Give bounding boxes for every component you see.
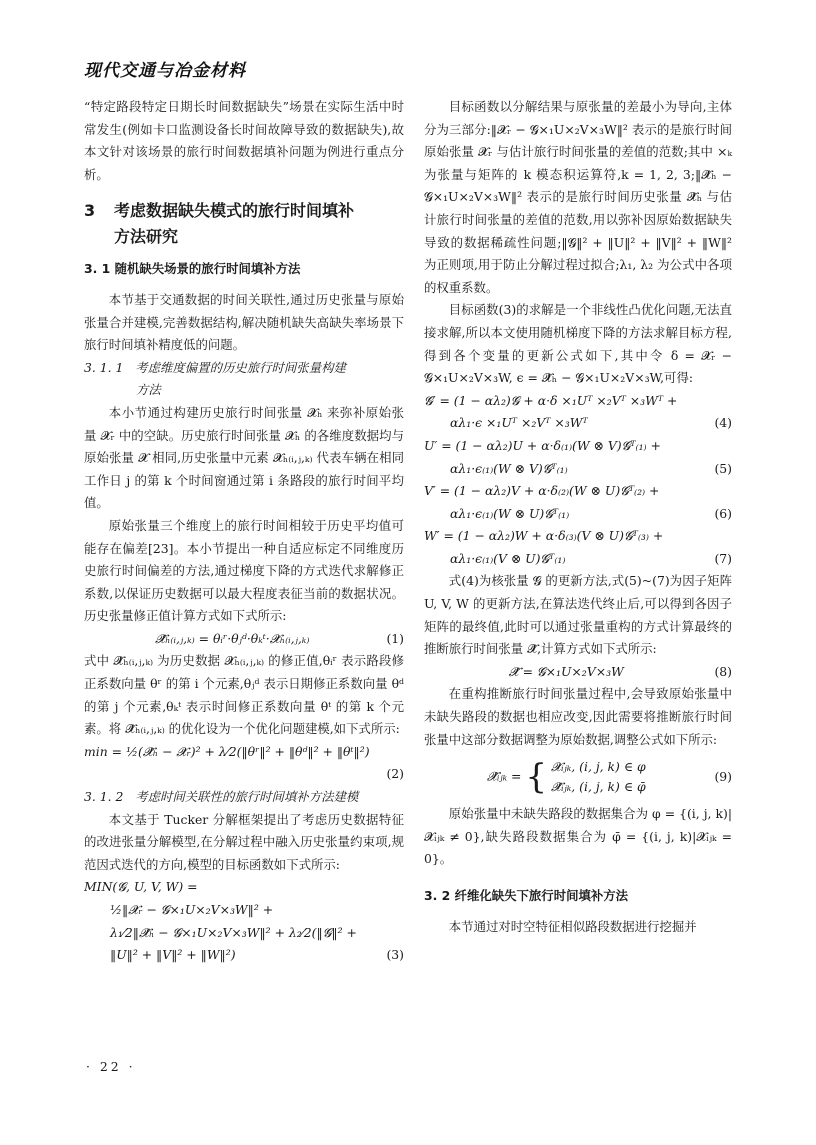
subsubsection-3-1-1-number: 3. 1. 1 bbox=[84, 359, 124, 375]
equation-6-line1: V′ = (1 − αλ₂)V + α·δ₍₂₎(W ⊗ U)𝓖ᵀ₍₂₎ + bbox=[424, 483, 660, 499]
equation-3-line3: λ₁⁄2‖𝓧̂ₕ − 𝓖×₁U×₂V×₃W‖² + λ₂⁄2(‖𝓖‖² + bbox=[110, 924, 357, 940]
paragraph-bias-correction: 原始张量三个维度上的旅行时间相较于历史平均值可能存在偏差[23]。本小节提出一种自适应标定不同维度历史旅行时间偏差的方法,通过梯度下降的方式迭代求解修正系数,以保证历史数据可以最大程度表征当前的数据状况。历史张量修正值计算方式如下式所示: bbox=[84, 517, 404, 624]
section-3-title-line2: 方法研究 bbox=[114, 227, 179, 247]
right-column bbox=[424, 96, 732, 938]
equation-3-line1: MIN(𝓖, U, V, W) = bbox=[84, 879, 198, 895]
equation-6-number: (6) bbox=[714, 505, 732, 521]
equation-7-line1: W′ = (1 − αλ₂)W + α·δ₍₃₎(V ⊗ U)𝓖ᵀ₍₃₎ + bbox=[424, 528, 664, 544]
subsection-3-1-paragraph: 本节基于交通数据的时间关联性,通过历史张量与原始张量合并建模,完善数据结构,解决随机缺失高缺失率场景下旅行时间填补精度低的问题。 bbox=[84, 291, 404, 353]
paragraph-history-tensor: 本小节通过构建历史旅行时间张量 𝓧ₕ 来弥补原始张量 𝓧ᵣ 中的空缺。历史旅行时间张量 𝓧ₕ 的各维度数据均与原始张量 𝓧 相同,历史张量中元素 𝓧ₕ₍ᵢ,ⱼ,ₖ₎ 代表车辆在相同工作日 j 的第 k 个时间窗通过第 i 条路段的旅行时间平均值。 bbox=[84, 404, 404, 511]
subsubsection-3-1-1-title bbox=[84, 357, 404, 402]
equation-9-brace: { bbox=[525, 757, 548, 798]
equation-9-lhs: 𝓧̂ᵢⱼₖ = bbox=[486, 768, 522, 784]
section-3-title-line1: 考虑数据缺失模式的旅行时间填补 bbox=[114, 201, 355, 221]
equation-5-line2 bbox=[424, 458, 732, 481]
equation-1-number: (1) bbox=[386, 630, 404, 646]
equation-7-line2-body: αλ₁·ϵ₍₁₎(V ⊗ U)𝓖ᵀ₍₁₎ bbox=[450, 550, 566, 566]
equation-5-line2-body: αλ₁·ϵ₍₁₎(W ⊗ V)𝓖ᵀ₍₁₎ bbox=[450, 460, 568, 476]
subsection-3-2-paragraph: 本节通过对时空特征相似路段数据进行挖掘并 bbox=[448, 918, 697, 934]
equation-7-number: (7) bbox=[714, 550, 732, 566]
equation-6-line2-body: αλ₁·ϵ₍₁₎(W ⊗ U)𝓖ᵀ₍₁₎ bbox=[450, 505, 570, 521]
section-3-title bbox=[84, 198, 404, 250]
paragraph-eq1-explanation: 式中 𝓧̂ₕ₍ᵢ,ⱼ,ₖ₎ 为历史数据 𝓧ₕ₍ᵢ,ⱼ,ₖ₎ 的修正值,θᵢʳ 表示路段修正系数向量 θʳ 的第 i 个元素,θⱼᵈ 表示日期修正系数向量 θᵈ 的第 j 个元素,θₖᵗ 表示时间修正系数向量 θᵗ 的第 k 个元素。将 𝓧̂ₕ₍ᵢ,ⱼ,ₖ₎ 的优化设为一个优化问题建模,如下式所示: bbox=[84, 653, 404, 737]
equation-8-number: (8) bbox=[714, 663, 732, 679]
equation-4-line1: 𝓖′ = (1 − αλ₂)𝓖 + α·δ ×₁Uᵀ ×₂Vᵀ ×₃Wᵀ + bbox=[424, 392, 678, 408]
intro-paragraph: “特定路段特定日期长时间数据缺失”场景在实际生活中时常发生(例如卡口监测设备长时间故障导致的数据缺失),故本文针对该场景的旅行时间数据填补问题为例进行重点分析。 bbox=[84, 99, 404, 182]
paragraph-core-update: 式(4)为核张量 𝓖 的更新方法,式(5)~(7)为因子矩阵 U, V, W 的更新方法,在算法迭代终止后,可以得到各因子矩阵的最终值,此时可以通过张量重构的方式计算最终的推断旅行时间张量 𝓧̂,计算方式如下式所示: bbox=[424, 573, 732, 657]
subsection-3-1-title: 3. 1 随机缺失场景的旅行时间填补方法 bbox=[84, 261, 301, 277]
equation-8-body: 𝓧̂ = 𝓖×₁U×₂V×₃W bbox=[508, 663, 624, 679]
paragraph-sets: 原始张量中未缺失路段的数据集合为 φ = {(i, j, k)|𝓧ᵢⱼₖ ≠ 0},缺失路段数据集合为 φ̄ = {(i, j, k)|𝓧ᵢⱼₖ = 0}。 bbox=[424, 806, 732, 867]
subsubsection-3-1-2-title bbox=[84, 786, 404, 809]
equation-4-line2-body: αλ₁·ϵ ×₁Uᵀ ×₂Vᵀ ×₃Wᵀ bbox=[450, 415, 588, 431]
paragraph-tucker-model: 本文基于 Tucker 分解框架提出了考虑历史数据特征的改进张量分解模型,在分解过程中融入历史张量约束项,规范因式迭代的方向,模型的目标函数如下式所示: bbox=[84, 811, 404, 872]
equation-4-number: (4) bbox=[714, 415, 732, 431]
paragraph-solve: 目标函数(3)的求解是一个非线性凸优化问题,无法直接求解,所以本文使用随机梯度下降的方法求解目标方程,得到各个变量的更新公式如下,其中令 δ = 𝓧ᵣ − 𝓖×₁U×₂V×₃W, ϵ = 𝓧̂ₕ − 𝓖×₁U×₂V×₃W,可得: bbox=[424, 302, 732, 386]
equation-9-number: (9) bbox=[714, 768, 732, 784]
paragraph-objective: 目标函数以分解结果与原张量的差最小为导向,主体分为三部分:‖𝓧ᵣ − 𝓖×₁U×₂V×₃W‖² 表示的是旅行时间原始张量 𝓧ᵣ 与估计旅行时间张量的差值的范数;其中 ×ₖ 为张量与矩阵的 k 模态积运算符,k = 1, 2, 3;‖𝓧̂ₕ − 𝓖×₁U×₂V×₃W‖² 表示的是旅行时间历史张量 𝓧̂ₕ 与估计旅行时间张量的差值的范数,用以弥补因原始数据缺失导致的数据稀疏性问题;‖𝓖‖² + ‖U‖² + ‖V‖² + ‖W‖² 为正则项,用于防止分解过程过拟合;λ₁, λ₂ 为公式中各项的权重系数。 bbox=[424, 99, 732, 295]
equation-4-line2 bbox=[424, 412, 732, 435]
equation-9-cases bbox=[551, 757, 646, 797]
paragraph-reconstruction: 在重构推断旅行时间张量过程中,会导致原始张量中未缺失路段的数据也相应改变,因此需要将推断旅行时间张量中这部分数据调整为原始数据,调整公式如下所示: bbox=[424, 686, 732, 747]
equation-3-line2: ½‖𝓧ᵣ − 𝓖×₁U×₂V×₃W‖² + bbox=[110, 902, 274, 917]
page-number: · 22 · bbox=[86, 1059, 136, 1074]
equation-6-line2 bbox=[424, 503, 732, 526]
left-column bbox=[84, 96, 404, 967]
subsubsection-3-1-2-title-text: 考虑时间关联性的旅行时间填补方法建模 bbox=[135, 789, 359, 805]
equation-2-number: (2) bbox=[386, 766, 404, 782]
equation-1 bbox=[84, 628, 404, 651]
equation-5-number: (5) bbox=[714, 460, 732, 476]
equation-3-line4 bbox=[84, 944, 404, 967]
equation-5-line1: U′ = (1 − αλ₂)U + α·δ₍₁₎(W ⊗ V)𝓖ᵀ₍₁₎ + bbox=[424, 437, 661, 453]
section-3-number: 3 bbox=[84, 201, 96, 221]
subsection-3-2-title: 3. 2 纤维化缺失下旅行时间填补方法 bbox=[424, 888, 629, 903]
equation-3-line4-body: ‖U‖² + ‖V‖² + ‖W‖²) bbox=[110, 947, 236, 963]
subsubsection-3-1-1-title-line1: 考虑维度偏置的历史旅行时间张量构建 bbox=[135, 359, 346, 375]
equation-2: min = ½(𝓧̂ₕ − 𝓧ᵣ)² + λ⁄2(‖θʳ‖² + ‖θᵈ‖² + ‖θᵗ‖²) bbox=[84, 743, 370, 759]
equation-7-line2 bbox=[424, 548, 732, 571]
subsubsection-3-1-2-number: 3. 1. 2 bbox=[84, 789, 124, 805]
equation-9-body bbox=[424, 757, 708, 797]
equation-3-number: (3) bbox=[386, 947, 404, 963]
equation-8 bbox=[424, 661, 732, 684]
subsubsection-3-1-1-title-line2: 方法 bbox=[136, 382, 161, 398]
equation-9 bbox=[424, 757, 732, 797]
equation-9-case1: 𝓧ᵢⱼₖ, (i, j, k) ∈ φ bbox=[550, 759, 646, 775]
journal-logo: 现代交通与冶金材料 bbox=[84, 61, 246, 81]
equation-1-body: 𝓧̂ₕ₍ᵢ,ⱼ,ₖ₎ = θᵢʳ·θⱼᵈ·θₖᵗ·𝓧ₕ₍ᵢ,ⱼ,ₖ₎ bbox=[155, 630, 310, 646]
equation-9-case2: 𝓧̂ᵢⱼₖ, (i, j, k) ∈ φ̄ bbox=[550, 779, 646, 795]
